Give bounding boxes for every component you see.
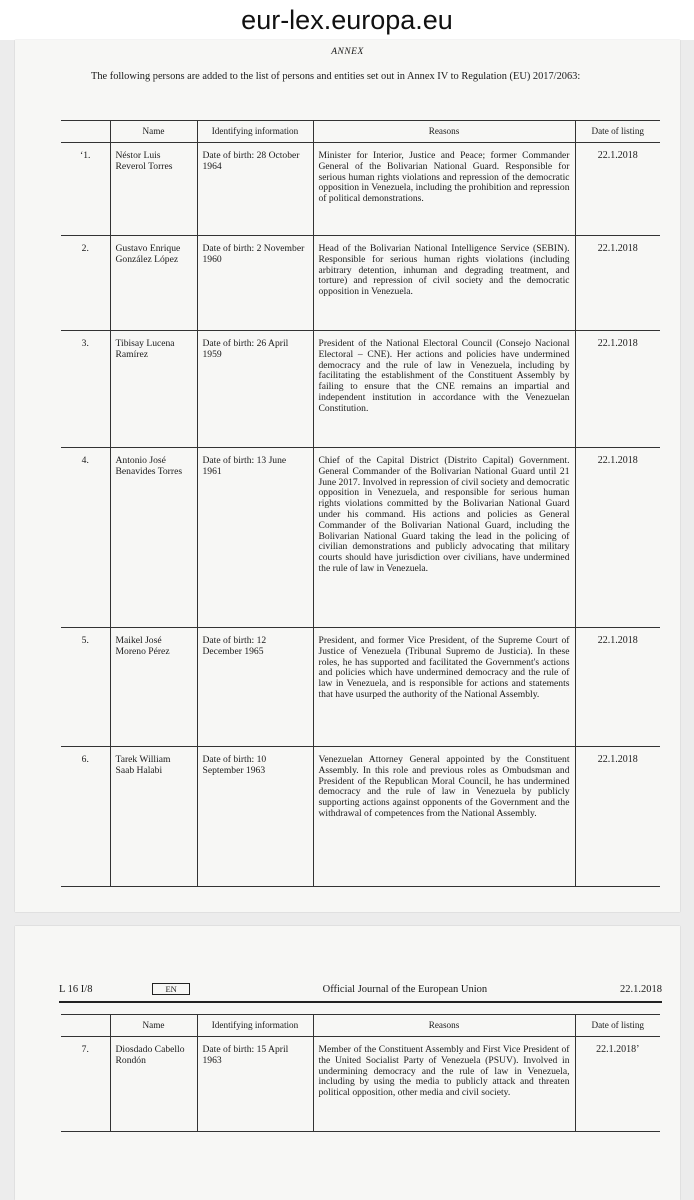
url-bar[interactable] bbox=[0, 0, 694, 40]
row-reasons: Venezuelan Attorney General appointed by the Constituent Assembly. In this role and previous roles as Ombudsman and President of the Republican Moral Council, he has undermined democracy and the rule of law in Venezuela by publicly supporting actions against opponents of the Government and the withdrawal of competences from the National Assembly. bbox=[313, 747, 575, 887]
table-row bbox=[61, 628, 660, 747]
journal-title: Official Journal of the European Union bbox=[322, 983, 488, 995]
table-header-row bbox=[61, 121, 660, 143]
journal-date: 22.1.2018 bbox=[619, 983, 662, 995]
row-identifying-information: Date of birth: 13 June 1961 bbox=[197, 448, 313, 628]
row-reasons: Chief of the Capital District (Distrito Capital) Government. General Commander of the Bolivarian National Guard until 21 June 2017. Involved in repression of civil society and democratic opposition in Venezuela, and responsible for serious human rights violations committed by the Bolivarian National Guard under his command. His actions and policies as General Commander of the Bolivarian National Guard, including the Bolivarian National Guard taking the lead in the policing of civilian demonstrations and publicly advocating that military courts should have jurisdiction over civilians, have undermined the rule of law in Venezuela. bbox=[313, 448, 575, 628]
table-row bbox=[61, 1037, 660, 1132]
row-name: Gustavo Enrique González López bbox=[110, 236, 197, 331]
table-header-row bbox=[61, 1015, 660, 1037]
row-identifying-information: Date of birth: 10 September 1963 bbox=[197, 747, 313, 887]
language-badge: EN bbox=[152, 983, 189, 995]
col-header-name: Name bbox=[110, 1015, 197, 1037]
row-identifying-information: Date of birth: 28 October 1964 bbox=[197, 143, 313, 236]
document-page-2 bbox=[15, 926, 680, 1200]
row-reasons: President of the National Electoral Council (Consejo Nacional Electoral – CNE). Her actions and policies have undermined democracy and the rule of law in Venezuela, including by facilitating the establishment of the Constituent Assembly by failing to ensure that the CNE remains an impartial and independent institution in accordance with the Venezuelan Constitution. bbox=[313, 331, 575, 448]
row-identifying-information: Date of birth: 2 November 1960 bbox=[197, 236, 313, 331]
row-date-of-listing: 22.1.2018 bbox=[575, 628, 660, 747]
row-name: Tarek William Saab Halabi bbox=[110, 747, 197, 887]
annex-table-continued bbox=[61, 1014, 660, 1132]
col-header-number bbox=[61, 1015, 110, 1037]
col-header-date-of-listing: Date of listing bbox=[575, 1015, 660, 1037]
col-header-reasons: Reasons bbox=[313, 121, 575, 143]
table-row bbox=[61, 331, 660, 448]
row-date-of-listing: 22.1.2018 bbox=[575, 331, 660, 448]
row-identifying-information: Date of birth: 15 April 1963 bbox=[197, 1037, 313, 1132]
url-text: eur-lex.europa.eu bbox=[241, 4, 453, 35]
row-number: 3. bbox=[61, 331, 110, 448]
row-reasons: President, and former Vice President, of the Supreme Court of Justice of Venezuela (Tribunal Supremo de Justicia). In these roles, he has supported and facilitated the Government's actions and policies which have undermined democracy and the rule of law in Venezuela, and is responsible for actions and statements that have usurped the authority of the National Assembly. bbox=[313, 628, 575, 747]
journal-header bbox=[59, 977, 662, 1003]
annex-intro: The following persons are added to the list of persons and entities set out in Annex IV to Regulation (EU) 2017/2063: bbox=[91, 71, 581, 82]
document-page-1 bbox=[15, 40, 680, 912]
row-identifying-information: Date of birth: 26 April 1959 bbox=[197, 331, 313, 448]
row-name: Tibisay Lucena Ramírez bbox=[110, 331, 197, 448]
row-number: 2. bbox=[61, 236, 110, 331]
table-row bbox=[61, 236, 660, 331]
row-identifying-information: Date of birth: 12 December 1965 bbox=[197, 628, 313, 747]
row-date-of-listing: 22.1.2018 bbox=[575, 236, 660, 331]
col-header-identifying-information: Identifying information bbox=[197, 1015, 313, 1037]
row-date-of-listing: 22.1.2018 bbox=[575, 143, 660, 236]
row-reasons: Head of the Bolivarian National Intelligence Service (SEBIN). Responsible for serious human rights violations (including arbitrary detention, inhuman and degrading treatment, and torture) and repression of civil society and the democratic opposition in Venezuela. bbox=[313, 236, 575, 331]
row-number: 5. bbox=[61, 628, 110, 747]
row-reasons: Minister for Interior, Justice and Peace; former Commander General of the Bolivarian National Guard. Responsible for serious human rights violations and repression of the democratic opposition in Venezuela, including the prohibition and repression of political demonstrations. bbox=[313, 143, 575, 236]
col-header-name: Name bbox=[110, 121, 197, 143]
row-number: ‘1. bbox=[61, 143, 110, 236]
table-row bbox=[61, 747, 660, 887]
row-number: 6. bbox=[61, 747, 110, 887]
annex-table bbox=[61, 120, 660, 887]
row-name: Antonio José Benavides Torres bbox=[110, 448, 197, 628]
row-date-of-listing: 22.1.2018 bbox=[575, 747, 660, 887]
col-header-number bbox=[61, 121, 110, 143]
row-reasons: Member of the Constituent Assembly and First Vice President of the United Socialist Party of Venezuela (PSUV). Involved in undermining democracy and the rule of law in Venezuela, including by using the media to publicly attack and threaten political opposition, other media and civil society. bbox=[313, 1037, 575, 1132]
col-header-reasons: Reasons bbox=[313, 1015, 575, 1037]
row-date-of-listing: 22.1.2018 bbox=[575, 448, 660, 628]
table-row bbox=[61, 143, 660, 236]
row-number: 4. bbox=[61, 448, 110, 628]
row-number: 7. bbox=[61, 1037, 110, 1132]
col-header-date-of-listing: Date of listing bbox=[575, 121, 660, 143]
journal-reference: L 16 I/8 bbox=[59, 983, 93, 995]
row-date-of-listing: 22.1.2018’ bbox=[575, 1037, 660, 1132]
row-name: Néstor Luis Reverol Torres bbox=[110, 143, 197, 236]
row-name: Maikel José Moreno Pérez bbox=[110, 628, 197, 747]
row-name: Diosdado Cabello Rondón bbox=[110, 1037, 197, 1132]
annex-title: ANNEX bbox=[331, 47, 364, 57]
col-header-identifying-information: Identifying information bbox=[197, 121, 313, 143]
table-row bbox=[61, 448, 660, 628]
